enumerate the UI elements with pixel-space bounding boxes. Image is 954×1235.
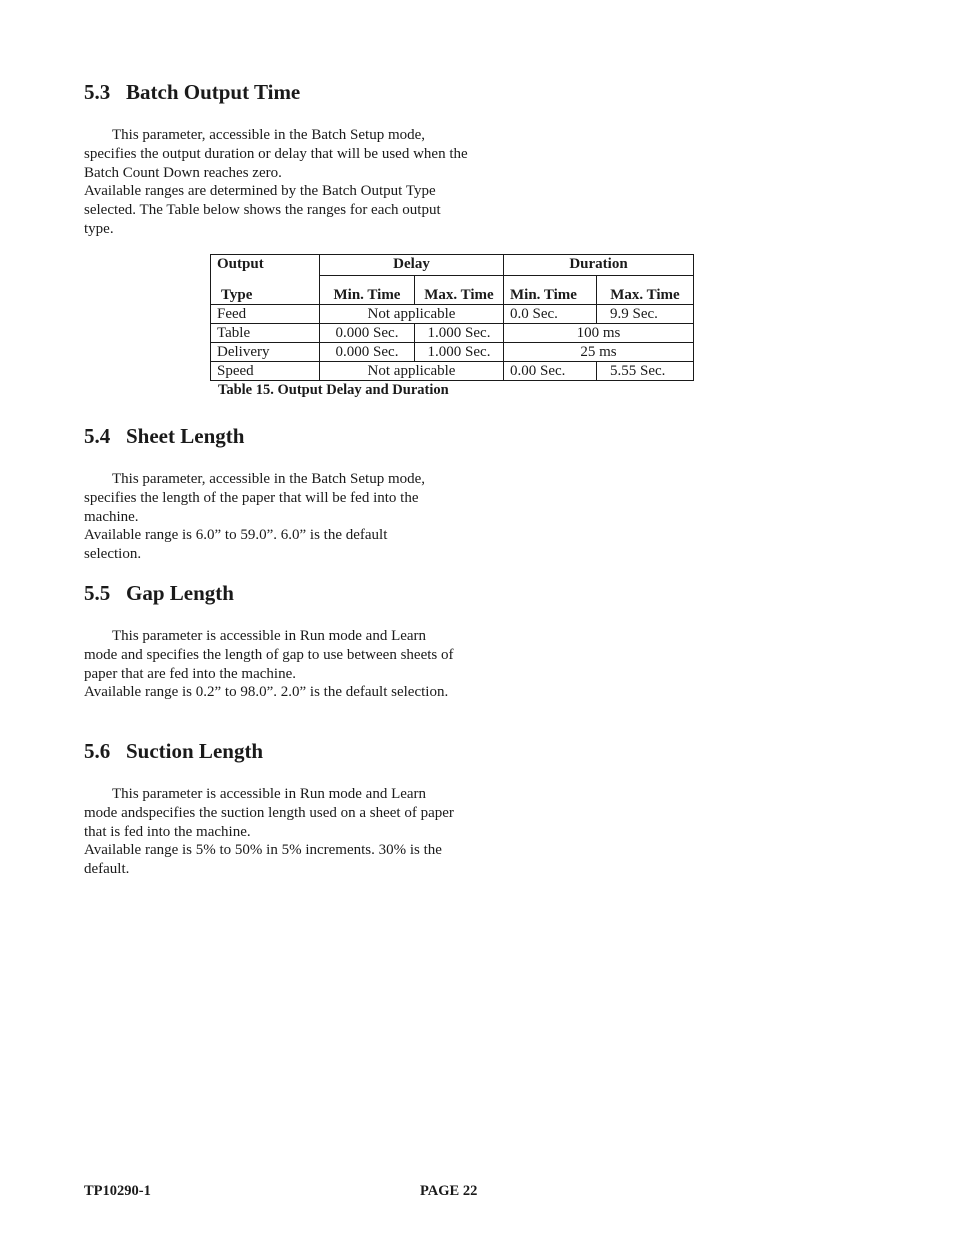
table-header-row (211, 255, 694, 276)
table-caption: Table 15. Output Delay and Duration (218, 382, 449, 398)
paragraph: Available range is 5% to 50% in 5% increments. 30% is the default. (84, 842, 442, 878)
section-heading: 5.5 Gap Length (84, 581, 234, 605)
section-5-3 (84, 80, 469, 239)
table-row: Delivery 0.000 Sec. 1.000 Sec. 25 ms (211, 343, 694, 362)
table-row: Feed Not applicable 0.0 Sec. 9.9 Sec. (211, 305, 694, 324)
paragraph: Available ranges are determined by the Batch Output Type selected. The Table below shows the ranges for each output type. (84, 183, 441, 237)
paragraph: This parameter, accessible in the Batch Setup mode, specifies the length of the paper that will be fed into the machine. (84, 471, 426, 525)
section-heading: 5.3 Batch Output Time (84, 80, 301, 104)
header-duration: Duration (504, 255, 694, 276)
section-heading: 5.6 Suction Length (84, 739, 264, 763)
section-5-6 (84, 739, 469, 879)
paragraph: This parameter, accessible in the Batch Setup mode, specifies the output duration or delay that will be used when the Batch Count Down reaches zero. (84, 127, 468, 181)
table-row: Speed Not applicable 0.00 Sec. 5.55 Sec. (211, 362, 694, 381)
table-subheader-row (211, 276, 694, 305)
footer-page-number: PAGE 22 (420, 1183, 478, 1199)
header-output: Output (211, 255, 320, 276)
header-delay-min: Min. Time (320, 276, 415, 305)
footer-doc-number: TP10290-1 (84, 1183, 151, 1199)
header-type: Type (211, 276, 320, 305)
output-table-container (210, 254, 694, 399)
header-duration-min: Min. Time (504, 276, 597, 305)
output-delay-duration-table (210, 254, 694, 381)
section-5-5 (84, 581, 462, 702)
header-duration-max: Max. Time (597, 276, 694, 305)
header-delay: Delay (320, 255, 504, 276)
paragraph: Available range is 6.0” to 59.0”. 6.0” is the default selection. (84, 527, 388, 563)
header-delay-max: Max. Time (415, 276, 504, 305)
paragraph: This parameter is accessible in Run mode and Learn mode andspecifies the suction length used on a sheet of paper that is fed into the machine. (84, 786, 454, 840)
section-5-4 (84, 424, 454, 564)
paragraph: Available range is 0.2” to 98.0”. 2.0” is the default selection. (84, 684, 449, 701)
paragraph: This parameter is accessible in Run mode and Learn mode and specifies the length of gap to use between sheets of paper that are fed into the machine. (84, 628, 454, 682)
section-heading: 5.4 Sheet Length (84, 424, 245, 448)
table-row: Table 0.000 Sec. 1.000 Sec. 100 ms (211, 324, 694, 343)
